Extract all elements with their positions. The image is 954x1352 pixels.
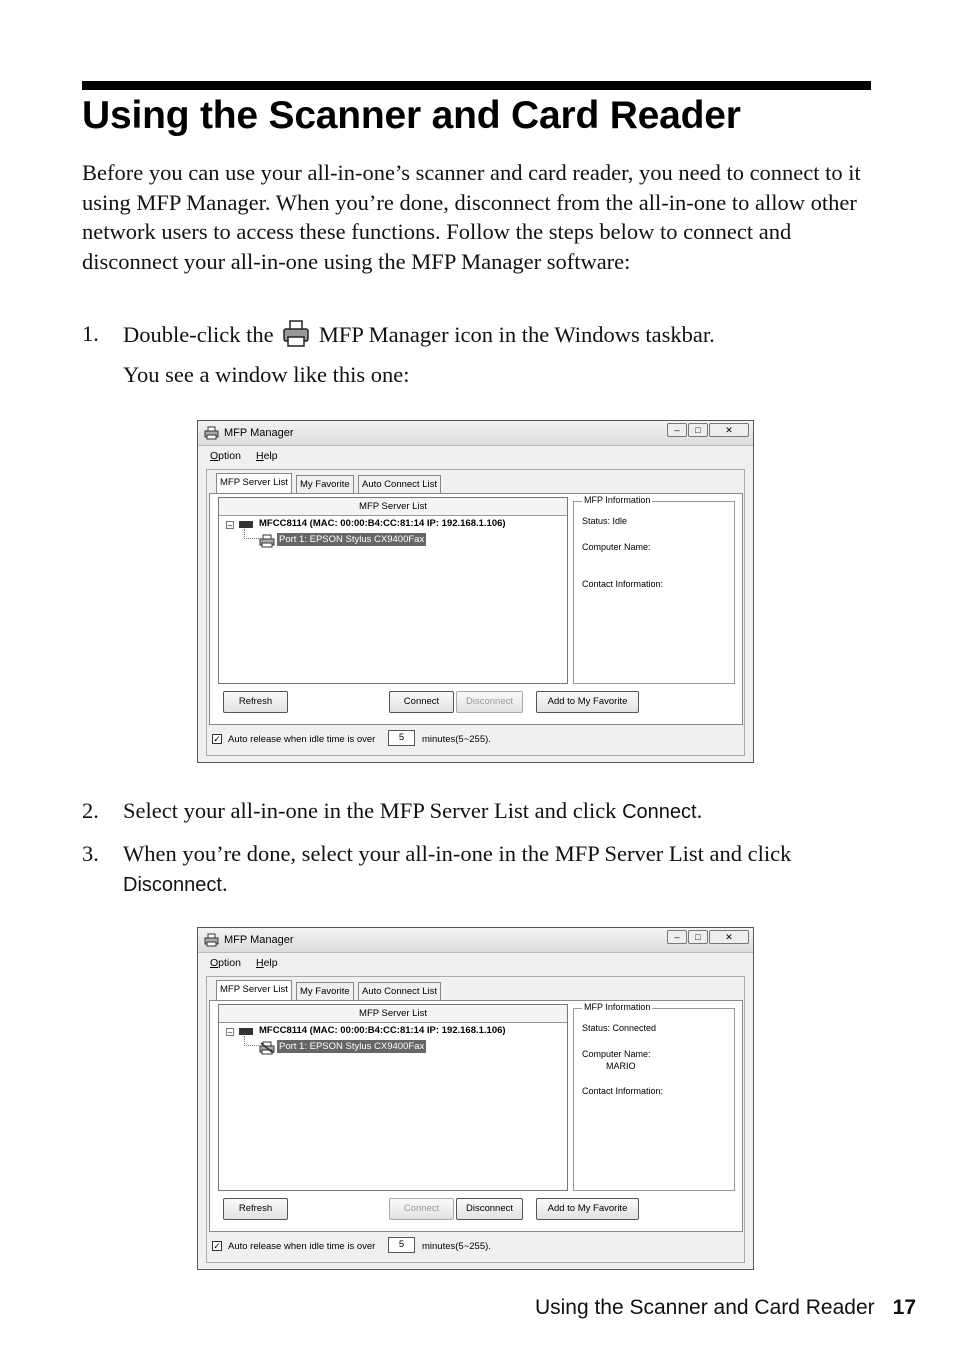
printer-icon	[204, 426, 219, 440]
collapse-icon[interactable]: –	[227, 521, 233, 530]
refresh-button[interactable]: Refresh	[223, 1198, 288, 1220]
footer-section: Using the Scanner and Card Reader	[534, 1296, 875, 1319]
tab-auto-connect-list[interactable]: Auto Connect List	[358, 982, 441, 1000]
disconnect-button[interactable]: Disconnect	[456, 691, 523, 713]
info-legend: MFP Information	[584, 1002, 651, 1012]
connect-button[interactable]: Connect	[389, 691, 454, 713]
window-title: MFP Manager	[224, 427, 294, 439]
menu-bar	[208, 445, 745, 469]
tree-line	[244, 1036, 259, 1046]
menu-help[interactable]: Help	[256, 450, 278, 462]
step-1-followup: You see a window like this one:	[123, 362, 410, 387]
refresh-button[interactable]: Refresh	[223, 691, 288, 713]
add-to-favorite-button[interactable]: Add to My Favorite	[536, 691, 639, 713]
printer-icon	[259, 534, 275, 548]
step-number: 1.	[82, 321, 99, 346]
step-text: MFP Manager icon in the Windows taskbar.	[318, 322, 715, 347]
maximize-icon[interactable]: □	[688, 423, 708, 437]
server-icon	[239, 1028, 253, 1035]
idle-minutes-input[interactable]: 5	[388, 730, 415, 746]
window-title: MFP Manager	[224, 934, 294, 946]
step-number: 2.	[82, 798, 99, 823]
auto-release-checkbox[interactable]: ✓	[213, 1241, 221, 1251]
close-icon[interactable]: ✕	[709, 423, 749, 437]
step-3	[82, 839, 872, 899]
page-heading: Using the Scanner and Card Reader	[82, 94, 741, 137]
tree-line	[244, 529, 259, 539]
title-bar	[198, 928, 753, 953]
minimize-icon[interactable]: –	[667, 423, 687, 437]
step-2	[82, 796, 872, 826]
menu-help[interactable]: Help	[256, 957, 278, 969]
menu-bar	[208, 952, 745, 976]
step-text: When you’re done, select your all-in-one in the MFP Server List and click	[123, 841, 792, 866]
step-text: Select your all-in-one in the MFP Server List and click	[123, 798, 617, 823]
list-header: MFP Server List	[219, 498, 567, 516]
computer-name-value: MARIO	[606, 1061, 636, 1071]
title-bar	[198, 421, 753, 446]
menu-option[interactable]: Option	[210, 450, 241, 462]
auto-release-label: Auto release when idle time is over	[228, 1241, 376, 1252]
tab-my-favorite[interactable]: My Favorite	[296, 475, 354, 493]
status-text: Status: Idle	[582, 516, 628, 526]
computer-name-label: Computer Name:	[582, 542, 651, 552]
printer-connected-icon	[259, 1041, 275, 1055]
tab-my-favorite[interactable]: My Favorite	[296, 982, 354, 1000]
status-text: Status: Connected	[582, 1023, 657, 1033]
step-number: 3.	[82, 841, 99, 866]
auto-release-checkbox[interactable]: ✓	[213, 734, 221, 744]
contact-information-label: Contact Information:	[582, 579, 664, 589]
heading-rule	[82, 81, 871, 90]
disconnect-term: Disconnect	[123, 873, 222, 896]
step-punct: .	[696, 798, 703, 823]
connect-button[interactable]: Connect	[389, 1198, 454, 1220]
mfp-manager-window-2	[197, 927, 754, 1270]
connect-term: Connect	[622, 801, 697, 823]
server-node[interactable]: MFCC8114 (MAC: 00:00:B4:CC:81:14 IP: 192.168.1.106)	[259, 518, 506, 529]
server-icon	[239, 521, 253, 528]
idle-minutes-input[interactable]: 5	[388, 1237, 415, 1253]
maximize-icon[interactable]: □	[688, 930, 708, 944]
mfp-information-group	[573, 495, 735, 684]
mfp-manager-window-1	[197, 420, 754, 763]
printer-icon	[204, 933, 219, 947]
disconnect-button[interactable]: Disconnect	[456, 1198, 523, 1220]
mfp-information-group	[573, 1002, 735, 1191]
close-icon[interactable]: ✕	[709, 930, 749, 944]
port-node[interactable]: Port 1: EPSON Stylus CX9400Fax	[279, 1041, 425, 1052]
tab-auto-connect-list[interactable]: Auto Connect List	[358, 475, 441, 493]
minimize-icon[interactable]: –	[667, 930, 687, 944]
auto-release-label: Auto release when idle time is over	[228, 734, 376, 745]
collapse-icon[interactable]: –	[227, 1028, 233, 1037]
step-text: Double-click the	[123, 322, 274, 347]
tab-mfp-server-list[interactable]: MFP Server List	[216, 473, 292, 493]
list-header: MFP Server List	[219, 1005, 567, 1023]
minutes-label: minutes(5~255).	[422, 734, 491, 745]
page-footer	[535, 1296, 916, 1320]
server-node[interactable]: MFCC8114 (MAC: 00:00:B4:CC:81:14 IP: 192.168.1.106)	[259, 1025, 506, 1036]
intro-paragraph: Before you can use your all-in-one’s scanner and card reader, you need to connect to it using MFP Manager. When you’re done, disconnect from the all-in-one to allow other network users to access these functions. Follow the steps below to connect and disconnect your all-in-one using the MFP Manager software:	[82, 160, 861, 274]
add-to-favorite-button[interactable]: Add to My Favorite	[536, 1198, 639, 1220]
tab-mfp-server-list[interactable]: MFP Server List	[216, 980, 292, 1000]
printer-icon	[281, 319, 311, 349]
minutes-label: minutes(5~255).	[422, 1241, 491, 1252]
port-node[interactable]: Port 1: EPSON Stylus CX9400Fax	[279, 534, 425, 545]
step-punct: .	[221, 870, 228, 896]
computer-name-label: Computer Name:	[582, 1049, 651, 1059]
menu-option[interactable]: Option	[210, 957, 241, 969]
step-1	[82, 319, 872, 349]
info-legend: MFP Information	[584, 495, 651, 505]
contact-information-label: Contact Information:	[582, 1086, 664, 1096]
page-number: 17	[892, 1296, 916, 1319]
